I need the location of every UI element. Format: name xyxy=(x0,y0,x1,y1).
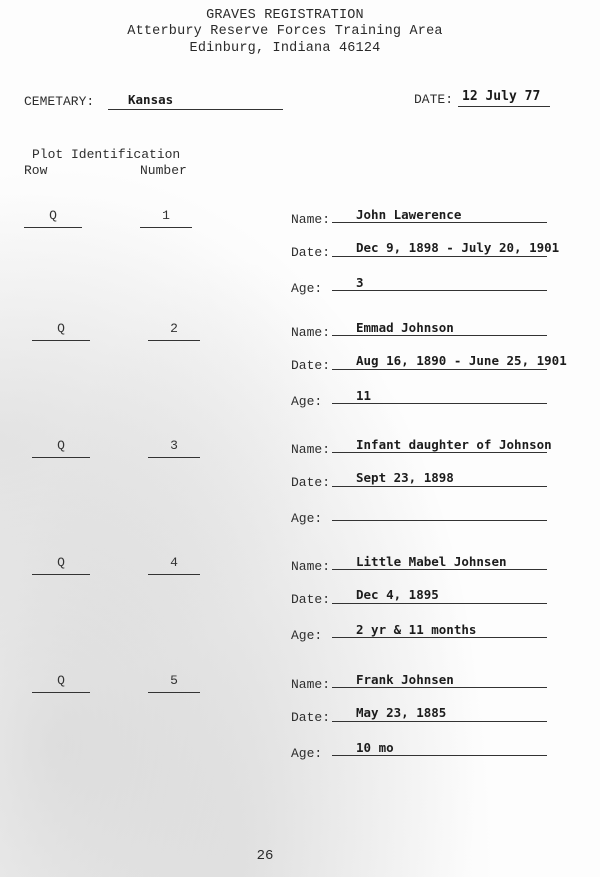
name-label: Name: xyxy=(291,212,331,227)
date-field-value: Aug 16, 1890 - June 25, 1901 xyxy=(356,353,567,368)
date-field-label: Date: xyxy=(291,592,331,607)
name-underline xyxy=(332,452,547,453)
plot-row-value: Q xyxy=(57,321,65,336)
number-column-header: Number xyxy=(140,163,187,178)
date-field-label: Date: xyxy=(291,475,331,490)
name-label: Name: xyxy=(291,559,331,574)
age-value: 3 xyxy=(356,275,364,290)
cemetery-label: CEMETARY: xyxy=(24,94,95,109)
date-field-value: Dec 9, 1898 - July 20, 1901 xyxy=(356,240,560,255)
date-field-value: May 23, 1885 xyxy=(356,705,447,720)
age-value: 10 mo xyxy=(356,740,394,755)
plot-number-underline xyxy=(148,340,200,341)
name-label: Name: xyxy=(291,325,331,340)
age-underline xyxy=(332,520,547,521)
organization-name: Atterbury Reserve Forces Training Area xyxy=(127,24,443,39)
plot-row-underline xyxy=(24,227,82,228)
date-field-value: Dec 4, 1895 xyxy=(356,587,439,602)
plot-row-value: Q xyxy=(49,208,57,223)
date-label: DATE: xyxy=(414,92,454,107)
name-underline xyxy=(332,569,547,570)
plot-identification-heading: Plot Identification xyxy=(32,147,181,162)
name-underline xyxy=(332,335,547,336)
cemetery-value: Kansas xyxy=(128,92,174,107)
name-value: Emmad Johnson xyxy=(356,320,454,335)
date-field-underline xyxy=(332,256,547,257)
plot-number-underline xyxy=(140,227,192,228)
date-field-underline xyxy=(332,369,547,370)
plot-number-value: 5 xyxy=(170,673,178,688)
date-value: 12 July 77 xyxy=(462,89,541,104)
form-title: GRAVES REGISTRATION xyxy=(206,8,364,23)
name-value: John Lawerence xyxy=(356,207,462,222)
name-value: Infant daughter of Johnson xyxy=(356,437,552,452)
name-underline xyxy=(332,687,547,688)
name-label: Name: xyxy=(291,677,331,692)
age-value: 11 xyxy=(356,388,372,403)
date-field-underline xyxy=(332,603,547,604)
row-column-header: Row xyxy=(24,163,48,178)
plot-number-underline xyxy=(148,457,200,458)
plot-number-value: 4 xyxy=(170,555,178,570)
date-field-underline xyxy=(332,486,547,487)
age-underline xyxy=(332,755,547,756)
age-value: 2 yr & 11 months xyxy=(356,622,477,637)
age-label: Age: xyxy=(291,281,323,296)
age-underline xyxy=(332,290,547,291)
age-underline xyxy=(332,637,547,638)
date-underline xyxy=(458,106,550,107)
age-underline xyxy=(332,403,547,404)
plot-row-underline xyxy=(32,457,90,458)
page-number: 26 xyxy=(256,848,274,864)
plot-number-underline xyxy=(148,574,200,575)
name-value: Frank Johnsen xyxy=(356,672,454,687)
plot-row-underline xyxy=(32,574,90,575)
plot-row-underline xyxy=(32,692,90,693)
age-label: Age: xyxy=(291,628,323,643)
age-label: Age: xyxy=(291,746,323,761)
date-field-label: Date: xyxy=(291,245,331,260)
date-field-underline xyxy=(332,721,547,722)
date-field-label: Date: xyxy=(291,710,331,725)
date-field-value: Sept 23, 1898 xyxy=(356,470,454,485)
plot-row-underline xyxy=(32,340,90,341)
age-label: Age: xyxy=(291,511,323,526)
plot-row-value: Q xyxy=(57,438,65,453)
plot-number-underline xyxy=(148,692,200,693)
name-value: Little Mabel Johnsen xyxy=(356,554,507,569)
age-label: Age: xyxy=(291,394,323,409)
plot-number-value: 3 xyxy=(170,438,178,453)
plot-number-value: 1 xyxy=(162,208,170,223)
date-field-label: Date: xyxy=(291,358,331,373)
plot-number-value: 2 xyxy=(170,321,178,336)
name-label: Name: xyxy=(291,442,331,457)
name-underline xyxy=(332,222,547,223)
cemetery-underline xyxy=(108,109,283,110)
organization-address: Edinburg, Indiana 46124 xyxy=(189,41,381,56)
plot-row-value: Q xyxy=(57,555,65,570)
plot-row-value: Q xyxy=(57,673,65,688)
